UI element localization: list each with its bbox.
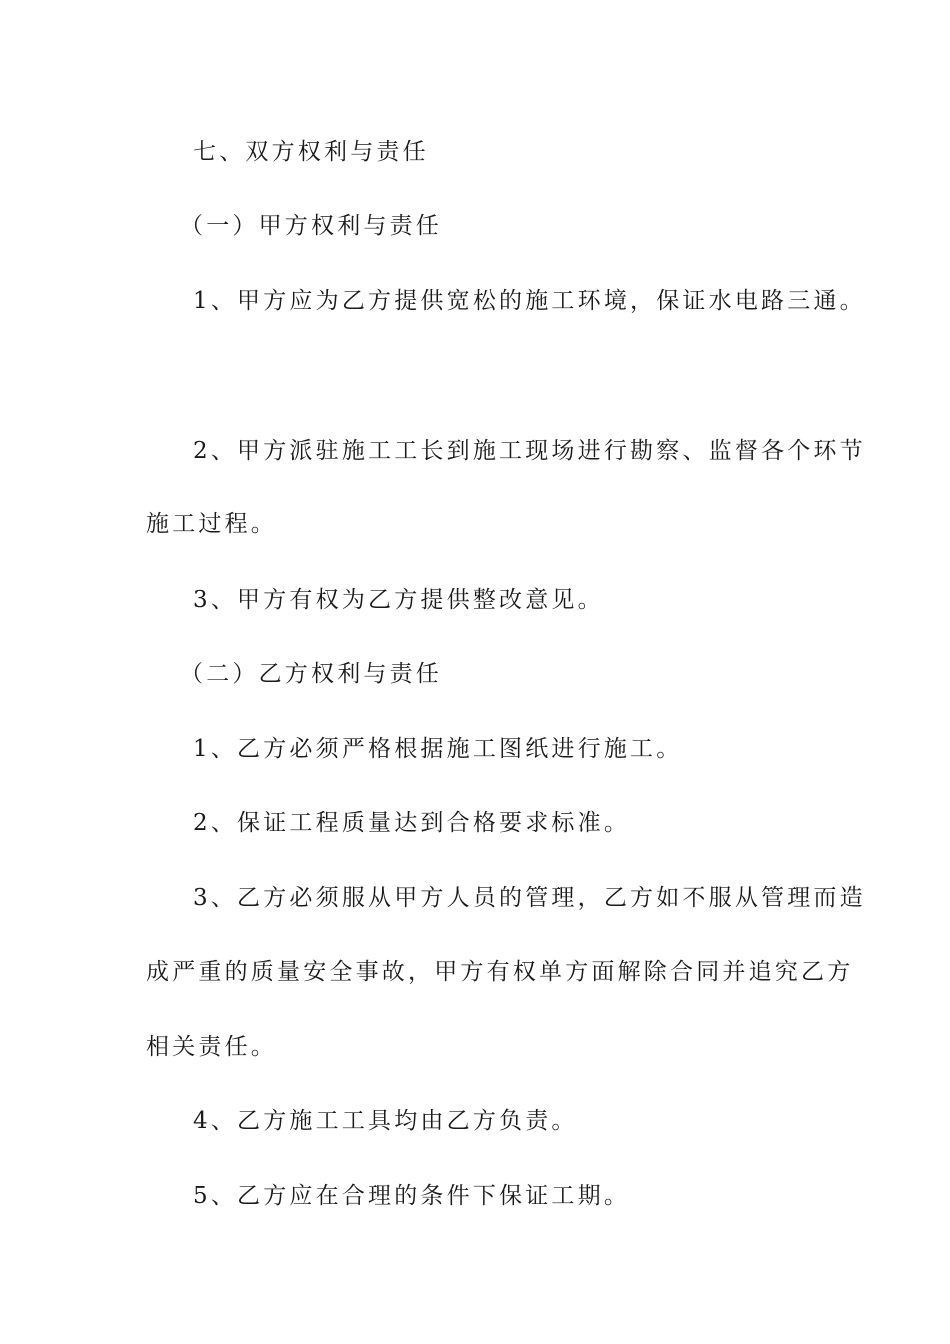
party-b-item-3: 3、乙方必须服从甲方人员的管理，乙方如不服从管理而造 — [193, 885, 866, 911]
party-b-item-1: 1、乙方必须严格根据施工图纸进行施工。 — [193, 736, 683, 762]
party-b-item-3-continued-1: 成严重的质量安全事故，甲方有权单方面解除合同并追究乙方 — [146, 959, 854, 985]
party-b-item-2: 2、保证工程质量达到合格要求标准。 — [193, 810, 631, 836]
party-a-heading: （一）甲方权利与责任 — [180, 213, 442, 239]
party-b-item-5: 5、乙方应在合理的条件下保证工期。 — [193, 1183, 631, 1209]
party-a-item-2: 2、甲方派驻施工工长到施工现场进行勘察、监督各个环节 — [193, 438, 866, 464]
party-a-item-3: 3、甲方有权为乙方提供整改意见。 — [193, 587, 604, 613]
party-b-heading: （二）乙方权利与责任 — [180, 661, 442, 687]
party-a-item-2-continued: 施工过程。 — [146, 511, 277, 537]
party-a-item-1: 1、甲方应为乙方提供宽松的施工环境，保证水电路三通。 — [193, 288, 866, 314]
party-b-item-4: 4、乙方施工工具均由乙方负责。 — [193, 1108, 578, 1134]
section-title: 七、双方权利与责任 — [193, 139, 429, 165]
party-b-item-3-continued-2: 相关责任。 — [146, 1034, 277, 1060]
